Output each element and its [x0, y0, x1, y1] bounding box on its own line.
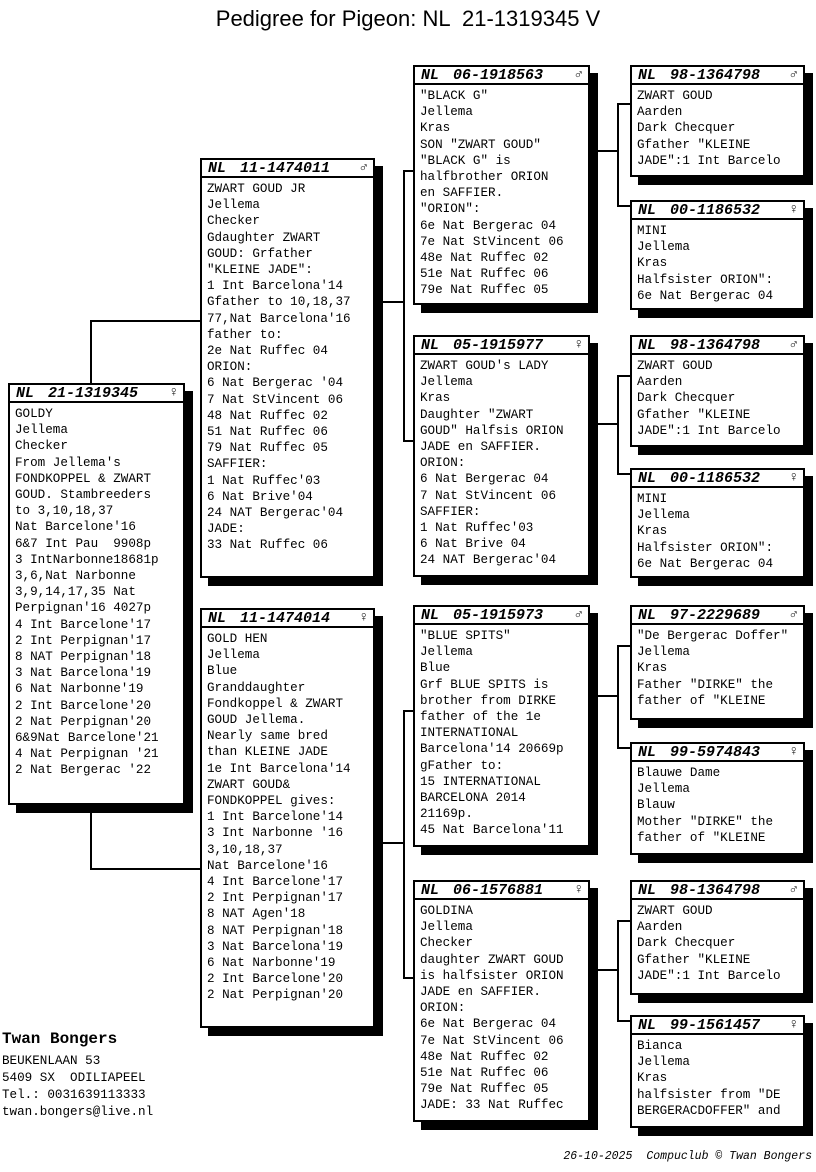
pedigree-box-ggp1 [630, 65, 805, 177]
pedigree-text-line: 79e Nat Ruffec 05 [420, 283, 549, 298]
pedigree-text-line: father to: [207, 327, 283, 342]
pedigree-text-line: BARCELONA 2014 [420, 791, 526, 806]
pedigree-text-line: Dark Checquer [637, 936, 736, 951]
pedigree-text-line: 4 Int Barcelone'17 [207, 875, 344, 890]
ring-country: NL [638, 201, 657, 219]
pedigree-text-line: "ORION": [420, 202, 481, 217]
pedigree-text-line: 7e Nat StVincent 06 [420, 234, 564, 249]
pedigree-text-line: 3,10,18,37 [207, 842, 283, 857]
pedigree-box-ggp3 [630, 335, 805, 447]
box-body [415, 355, 588, 569]
pedigree-text-line: Jellema [637, 782, 690, 797]
pedigree-text-line: 15 INTERNATIONAL [420, 774, 541, 789]
pedigree-box-ggp7 [630, 880, 805, 995]
pedigree-text-line: 3 Nat Barcelona'19 [15, 666, 152, 681]
page-title: Pedigree for Pigeon: NL 21-1319345 V [215, 6, 601, 31]
pedigree-box-father [200, 158, 375, 578]
owner-address-line: 5409 SX ODILIAPEEL [2, 1071, 146, 1085]
pedigree-text-line: Jellema [420, 645, 473, 660]
box-body [10, 403, 183, 779]
ring-country: NL [16, 384, 35, 402]
pedigree-text-line: 3 IntNarbonne18681p [15, 552, 159, 567]
pedigree-text-line: 6&9Nat Barcelone'21 [15, 731, 159, 746]
pedigree-text-line: MINI [637, 224, 668, 238]
pedigree-text-line: Jellema [15, 423, 68, 438]
box-header [632, 1017, 803, 1035]
pedigree-text-line: 2 Nat Bergerac '22 [15, 763, 152, 778]
pedigree-text-line: Bianca [637, 1039, 683, 1053]
pedigree-text-line: From Jellema's [15, 455, 121, 470]
box-body [415, 625, 588, 839]
pedigree-text-line: Kras [420, 391, 451, 406]
pedigree-text-line: MINI [637, 492, 668, 506]
pedigree-text-line: GOLDY [15, 407, 53, 421]
pedigree-text-line: Checker [420, 936, 473, 951]
pedigree-text-line: 51e Nat Ruffec 06 [420, 1066, 549, 1081]
pedigree-text-line: Fondkoppel & ZWART [207, 696, 344, 711]
box-body [632, 85, 803, 169]
pedigree-text-line: 3 Int Narbonne '16 [207, 826, 344, 841]
ring-number: 05-1915973 [453, 606, 544, 624]
pedigree-text-line: 6 Nat Bergerac '04 [207, 376, 344, 391]
female-icon: ♀ [359, 610, 368, 626]
ring-country: NL [208, 159, 227, 177]
pedigree-text-line: 6 Nat Narbonne'19 [207, 956, 336, 971]
pedigree-text-line: 4 Int Barcelone'17 [15, 617, 152, 632]
pedigree-text-line: Blauw [637, 798, 675, 813]
ring-number: 00-1186532 [670, 201, 761, 219]
box-header [632, 607, 803, 625]
pedigree-text-line: father of "KLEINE [637, 693, 766, 708]
pedigree-text-line: FONDKOPPEL gives: [207, 794, 336, 809]
pedigree-text-line: Kras [637, 524, 668, 539]
box-header [632, 882, 803, 900]
pedigree-text-line: 2 Int Perpignan'17 [15, 633, 152, 648]
ring-number: 11-1474011 [240, 159, 331, 177]
pedigree-text-line: Father "DIRKE" the [637, 677, 774, 692]
connector-line [90, 320, 92, 385]
pedigree-text-line: Jellema [207, 198, 260, 213]
pedigree-text-line: 7 Nat StVincent 06 [207, 392, 344, 407]
pedigree-text-line: ORION: [420, 1001, 466, 1016]
pedigree-text-line: 79e Nat Ruffec 05 [420, 1082, 549, 1097]
box-body [632, 762, 803, 846]
box-body [632, 220, 803, 304]
pedigree-text-line: father of the 1e [420, 710, 541, 725]
pedigree-text-line: Nearly same bred [207, 729, 328, 744]
male-icon: ♂ [574, 607, 583, 623]
male-icon: ♂ [789, 607, 798, 623]
box-body [202, 178, 373, 554]
connector-line [403, 710, 405, 979]
pedigree-text-line: 45 Nat Barcelona'11 [420, 823, 564, 838]
pedigree-text-line: 1 Int Barcelona'14 [207, 279, 344, 294]
pedigree-text-line: 2 Nat Perpignan'20 [207, 988, 344, 1003]
connector-line [592, 150, 618, 152]
connector-line [617, 375, 619, 475]
ring-number: 05-1915977 [453, 336, 544, 354]
box-header [415, 67, 588, 85]
pedigree-text-line: ZWART GOUD's LADY [420, 359, 549, 373]
connector-line [90, 803, 92, 870]
pedigree-text-line: en SAFFIER. [420, 186, 504, 201]
footer [536, 1137, 812, 1172]
box-body [415, 85, 588, 299]
ring-number: 99-5974843 [670, 743, 761, 761]
pedigree-text-line: Blue [420, 661, 451, 676]
pedigree-text-line: 6e Nat Bergerac 04 [637, 288, 774, 303]
pedigree-text-line: 1 Nat Ruffec'03 [420, 521, 534, 536]
pedigree-text-line: Dark Checquer [637, 391, 736, 406]
pedigree-text-line: ZWART GOUD JR [207, 182, 306, 196]
pedigree-text-line: 2 Int Barcelone'20 [207, 972, 344, 987]
pedigree-text-line: GOUD Jellema. [207, 713, 306, 728]
ring-number: 21-1319345 [48, 384, 139, 402]
pedigree-text-line: 6 Nat Bergerac 04 [420, 472, 549, 487]
ring-country: NL [638, 743, 657, 761]
pedigree-text-line: 21169p. [420, 807, 473, 822]
pedigree-text-line: GOUD. Stambreeders [15, 488, 152, 503]
box-body [632, 1035, 803, 1119]
box-header [632, 67, 803, 85]
pedigree-text-line: 6&7 Int Pau 9908p [15, 536, 152, 551]
ring-number: 11-1474014 [240, 609, 331, 627]
pedigree-text-line: GOUD: Grfather [207, 246, 313, 261]
pedigree-text-line: Aarden [637, 375, 683, 390]
connector-line [90, 868, 202, 870]
pedigree-text-line: 77,Nat Barcelona'16 [207, 311, 351, 326]
pedigree-text-line: 48e Nat Ruffec 02 [420, 1049, 549, 1064]
box-body [632, 355, 803, 439]
pedigree-text-line: Nat Barcelone'16 [15, 520, 136, 535]
ring-number: 99-1561457 [670, 1016, 761, 1034]
male-icon: ♂ [789, 882, 798, 898]
pedigree-text-line: 6e Nat Bergerac 04 [420, 218, 557, 233]
pedigree-text-line: daughter ZWART GOUD [420, 952, 564, 967]
pedigree-text-line: Jellema [637, 240, 690, 255]
pedigree-text-line: Kras [637, 256, 668, 271]
pedigree-text-line: 3 Nat Barcelona'19 [207, 939, 344, 954]
box-header [10, 385, 183, 403]
pedigree-text-line: 6 Nat Brive 04 [420, 537, 526, 552]
pedigree-text-line: 51e Nat Ruffec 06 [420, 267, 549, 282]
pedigree-text-line: Kras [637, 661, 668, 676]
pedigree-text-line: JADE":1 Int Barcelo [637, 423, 781, 438]
ring-number: 98-1364798 [670, 66, 761, 84]
connector-line [592, 423, 618, 425]
pedigree-text-line: SON "ZWART GOUD" [420, 137, 541, 152]
pedigree-text-line: SAFFIER: [420, 504, 481, 519]
pedigree-text-line: "BLACK G" is [420, 153, 511, 168]
owner-name: Twan Bongers [2, 1030, 118, 1048]
pedigree-text-line: SAFFIER: [207, 457, 268, 472]
box-header [632, 202, 803, 220]
box-header [632, 337, 803, 355]
pedigree-text-line: "BLACK G" [420, 89, 489, 103]
pedigree-text-line: Jellema [637, 1055, 690, 1070]
pedigree-box-subject [8, 383, 185, 805]
pedigree-box-ggp5 [630, 605, 805, 720]
ring-number: 97-2229689 [670, 606, 761, 624]
footer-date: 26-10-2025 [563, 1150, 633, 1163]
pedigree-text-line: Kras [420, 121, 451, 136]
female-icon: ♀ [169, 385, 178, 401]
pedigree-text-line: ZWART GOUD [637, 904, 713, 918]
connector-line [617, 920, 619, 1022]
pedigree-text-line: Halfsister ORION": [637, 540, 774, 555]
ring-country: NL [421, 66, 440, 84]
pedigree-text-line: ORION: [420, 456, 466, 471]
pedigree-text-line: 6e Nat Bergerac 04 [637, 556, 774, 571]
pedigree-text-line: gFather to: [420, 758, 504, 773]
pedigree-text-line: 1 Int Barcelone'14 [207, 810, 344, 825]
pedigree-box-ggp4 [630, 468, 805, 578]
pedigree-text-line: Nat Barcelone'16 [207, 858, 328, 873]
pedigree-text-line: Jellema [420, 920, 473, 935]
pedigree-text-line: Blue [207, 664, 238, 679]
owner-address-line: BEUKENLAAN 53 [2, 1054, 101, 1068]
pedigree-text-line: Checker [207, 214, 260, 229]
owner-phone: Tel.: 0031639113333 [2, 1088, 146, 1102]
pedigree-text-line: JADE":1 Int Barcelo [637, 153, 781, 168]
pedigree-text-line: ZWART GOUD& [207, 777, 291, 792]
box-body [632, 488, 803, 572]
box-header [202, 610, 373, 628]
pedigree-text-line: brother from DIRKE [420, 693, 557, 708]
pedigree-text-line: "BLUE SPITS" [420, 629, 511, 643]
ring-country: NL [638, 66, 657, 84]
pedigree-text-line: "KLEINE JADE": [207, 263, 313, 278]
pedigree-text-line: Jellema [637, 645, 690, 660]
pedigree-text-line: 48 Nat Ruffec 02 [207, 408, 328, 423]
pedigree-text-line: Mother "DIRKE" the [637, 814, 774, 829]
female-icon: ♀ [574, 337, 583, 353]
footer-credit: Compuclub © Twan Bongers [646, 1150, 812, 1163]
pedigree-text-line: Barcelona'14 20669p [420, 742, 564, 757]
female-icon: ♀ [789, 744, 798, 760]
female-icon: ♀ [789, 470, 798, 486]
pedigree-text-line: 8 NAT Agen'18 [207, 907, 306, 922]
connector-line [90, 320, 202, 322]
pedigree-text-line: JADE: 33 Nat Ruffec [420, 1098, 564, 1113]
ring-country: NL [421, 881, 440, 899]
connector-line [592, 969, 618, 971]
pedigree-text-line: to 3,10,18,37 [15, 504, 114, 519]
ring-country: NL [638, 1016, 657, 1034]
pedigree-text-line: "De Bergerac Doffer" [637, 629, 789, 643]
male-icon: ♂ [789, 337, 798, 353]
pedigree-box-ggp2 [630, 200, 805, 310]
pedigree-text-line: ZWART GOUD [637, 89, 713, 103]
pedigree-text-line: 2e Nat Ruffec 04 [207, 344, 328, 359]
connector-line [617, 645, 619, 749]
ring-country: NL [638, 469, 657, 487]
pedigree-text-line: is halfsister ORION [420, 968, 564, 983]
pedigree-text-line: JADE en SAFFIER. [420, 440, 541, 455]
box-header [415, 607, 588, 625]
pedigree-text-line: ZWART GOUD [637, 359, 713, 373]
pedigree-text-line: Aarden [637, 105, 683, 120]
pedigree-box-mother [200, 608, 375, 1028]
pedigree-text-line: INTERNATIONAL [420, 726, 519, 741]
male-icon: ♂ [789, 67, 798, 83]
pedigree-text-line: Grf BLUE SPITS is [420, 677, 549, 692]
pedigree-box-ggp6 [630, 742, 805, 855]
pedigree-text-line: 7e Nat StVincent 06 [420, 1033, 564, 1048]
pedigree-text-line: 6e Nat Bergerac 04 [420, 1017, 557, 1032]
ring-number: 06-1918563 [453, 66, 544, 84]
pedigree-text-line: 7 Nat StVincent 06 [420, 488, 557, 503]
pedigree-text-line: JADE: [207, 522, 245, 537]
pedigree-text-line: Daughter "ZWART [420, 407, 534, 422]
pedigree-text-line: Halfsister ORION": [637, 272, 774, 287]
pedigree-text-line: 51 Nat Ruffec 06 [207, 425, 328, 440]
pedigree-text-line: Gfather to 10,18,37 [207, 295, 351, 310]
male-icon: ♂ [359, 160, 368, 176]
pedigree-text-line: Gfather "KLEINE [637, 137, 751, 152]
pedigree-box-ggp8 [630, 1015, 805, 1128]
pedigree-text-line: Checker [15, 439, 68, 454]
female-icon: ♀ [574, 882, 583, 898]
ring-country: NL [638, 881, 657, 899]
connector-line [376, 301, 404, 303]
pedigree-text-line: 4 Nat Perpignan '21 [15, 747, 159, 762]
female-icon: ♀ [789, 202, 798, 218]
box-body [415, 900, 588, 1114]
ring-country: NL [638, 336, 657, 354]
ring-number: 06-1576881 [453, 881, 544, 899]
box-header [632, 470, 803, 488]
male-icon: ♂ [574, 67, 583, 83]
pedigree-text-line: JADE en SAFFIER. [420, 985, 541, 1000]
pedigree-text-line: GOLD HEN [207, 632, 268, 646]
ring-country: NL [208, 609, 227, 627]
pedigree-text-line: ORION: [207, 360, 253, 375]
pedigree-text-line: Jellema [207, 648, 260, 663]
pedigree-text-line: 1 Nat Ruffec'03 [207, 473, 321, 488]
pedigree-text-line: 33 Nat Ruffec 06 [207, 538, 328, 553]
pedigree-text-line: Granddaughter [207, 680, 306, 695]
connector-line [617, 103, 619, 207]
owner-email: twan.bongers@live.nl [2, 1105, 154, 1119]
pedigree-text-line: halfbrother ORION [420, 170, 549, 185]
pedigree-text-line: halfsister from "DE [637, 1087, 781, 1102]
pedigree-text-line: Jellema [420, 375, 473, 390]
box-header [202, 160, 373, 178]
box-header [415, 337, 588, 355]
box-header [415, 882, 588, 900]
ring-country: NL [421, 336, 440, 354]
owner-block [2, 1030, 153, 1121]
pedigree-text-line: father of "KLEINE [637, 830, 766, 845]
pedigree-text-line: JADE":1 Int Barcelo [637, 968, 781, 983]
ring-number: 00-1186532 [670, 469, 761, 487]
pedigree-text-line: 8 NAT Perpignan'18 [15, 650, 152, 665]
pedigree-text-line: Dark Checquer [637, 121, 736, 136]
pedigree-text-line: Jellema [420, 105, 473, 120]
pedigree-box-gp3 [413, 605, 590, 847]
pedigree-box-gp4 [413, 880, 590, 1122]
connector-line [403, 170, 405, 442]
ring-number: 98-1364798 [670, 881, 761, 899]
pedigree-text-line: 8 NAT Perpignan'18 [207, 923, 344, 938]
pedigree-text-line: 6 Nat Brive'04 [207, 489, 313, 504]
pedigree-text-line: Gdaughter ZWART [207, 230, 321, 245]
pedigree-text-line: 48e Nat Ruffec 02 [420, 251, 549, 266]
pedigree-text-line: than KLEINE JADE [207, 745, 328, 760]
pedigree-text-line: Jellema [637, 508, 690, 523]
pedigree-text-line: 6 Nat Narbonne'19 [15, 682, 144, 697]
ring-country: NL [421, 606, 440, 624]
box-body [202, 628, 373, 1004]
box-body [632, 900, 803, 984]
ring-number: 98-1364798 [670, 336, 761, 354]
pedigree-text-line: 24 NAT Bergerac'04 [207, 506, 344, 521]
box-header [632, 744, 803, 762]
connector-line [376, 842, 404, 844]
pedigree-text-line: 2 Int Perpignan'17 [207, 891, 344, 906]
pedigree-text-line: GOLDINA [420, 904, 473, 918]
pedigree-text-line: FONDKOPPEL & ZWART [15, 471, 152, 486]
female-icon: ♀ [789, 1017, 798, 1033]
pedigree-text-line: Gfather "KLEINE [637, 952, 751, 967]
pedigree-text-line: Gfather "KLEINE [637, 407, 751, 422]
pedigree-text-line: BERGERACDOFFER" and [637, 1103, 781, 1118]
pedigree-text-line: Aarden [637, 920, 683, 935]
pedigree-text-line: 1e Int Barcelona'14 [207, 761, 351, 776]
pedigree-text-line: GOUD" Halfsis ORION [420, 423, 564, 438]
pedigree-text-line: Blauwe Dame [637, 766, 721, 780]
connector-line [592, 695, 618, 697]
ring-country: NL [638, 606, 657, 624]
pedigree-text-line: Perpignan'16 4027p [15, 601, 152, 616]
pedigree-text-line: Kras [637, 1071, 668, 1086]
pedigree-box-gp1 [413, 65, 590, 305]
pedigree-box-gp2 [413, 335, 590, 577]
pedigree-text-line: 3,9,14,17,35 Nat [15, 585, 136, 600]
pedigree-text-line: 24 NAT Bergerac'04 [420, 553, 557, 568]
pedigree-text-line: 2 Nat Perpignan'20 [15, 714, 152, 729]
pedigree-text-line: 3,6,Nat Narbonne [15, 569, 136, 584]
pedigree-text-line: 79 Nat Ruffec 05 [207, 441, 328, 456]
pedigree-text-line: 2 Int Barcelone'20 [15, 698, 152, 713]
box-body [632, 625, 803, 709]
